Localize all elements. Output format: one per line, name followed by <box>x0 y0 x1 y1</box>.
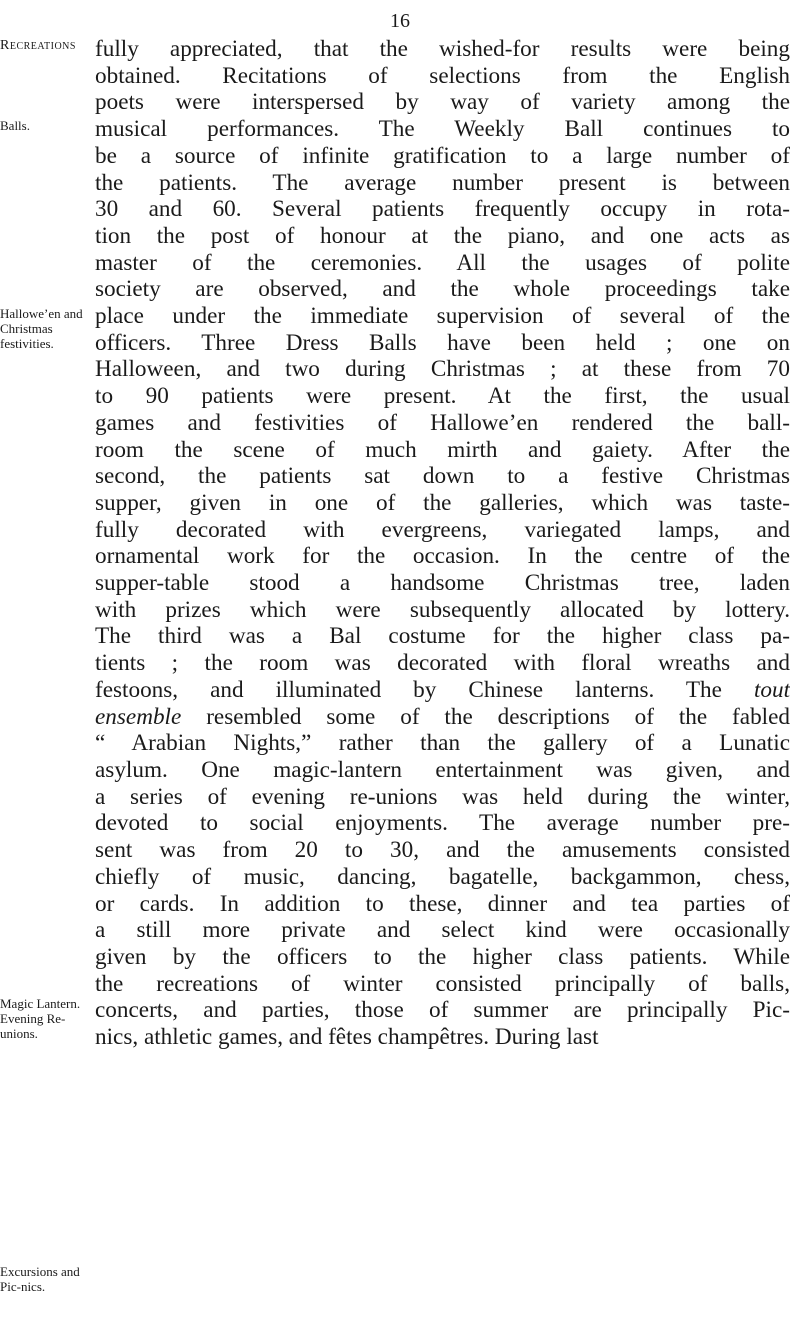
text-line: obtained. Recitations of selections from the English <box>95 62 790 89</box>
sidenote-balls: Balls. <box>0 118 30 133</box>
text-line: The third was a Bal costume for the higher class pa- <box>95 623 790 650</box>
text-line: room the scene of much mirth and gaiety. After the <box>95 436 790 463</box>
text-line: second, the patients sat down to a festive Christmas <box>95 463 790 490</box>
text-line: tients ; the room was decorated with floral wreaths and <box>95 650 790 677</box>
text-line: supper-table stood a handsome Christmas tree, laden <box>95 570 790 597</box>
text-line: chiefly of music, dancing, bagatelle, backgammon, chess, <box>95 863 790 890</box>
text-line: with prizes which were subsequently allocated by lottery. <box>95 596 790 623</box>
text-line: society are observed, and the whole proceedings take <box>95 276 790 303</box>
text-line: a series of evening re-unions was held during the winter, <box>95 783 790 810</box>
text-line: fully appreciated, that the wished-for results were being <box>95 36 790 62</box>
text-line: the recreations of winter consisted principally of balls, <box>95 970 790 997</box>
text-line: “ Arabian Nights,” rather than the gallery of a Lunatic <box>95 730 790 757</box>
text-line: supper, given in one of the galleries, which was taste- <box>95 489 790 516</box>
sidenote-recreations: Recreations <box>0 38 76 53</box>
text-line: sent was from 20 to 30, and the amusements consisted <box>95 837 790 864</box>
text-line: concerts, and parties, those of summer are principally Pic- <box>95 997 790 1024</box>
text-segment: festoons, and illuminated by Chinese lanterns. The <box>95 676 722 703</box>
text-line: nics, athletic games, and fêtes champêtres. During last <box>95 1024 599 1051</box>
text-line: musical performances. The Weekly Ball continues to <box>95 116 790 143</box>
sidenote-halloween-christmas: Hallowe’en and Christmas festivities. <box>0 306 83 351</box>
text-line: be a source of infinite gratification to a large number of <box>95 142 790 169</box>
text-line: games and festivities of Hallowe’en rendered the ball- <box>95 409 790 436</box>
text-line: the patients. The average number present is between <box>95 169 790 196</box>
sidenote-magic-lantern: Magic Lantern. Evening Re-unions. <box>0 996 81 1041</box>
body-text <box>95 36 790 1051</box>
sidenote-excursions: Excursions and Pic-nics. <box>0 1264 80 1294</box>
text-segment: resembled some of the descriptions of the fabled <box>206 703 790 730</box>
text-line: 30 and 60. Several patients frequently occupy in rota- <box>95 196 790 223</box>
text-line: master of the ceremonies. All the usages of polite <box>95 249 790 276</box>
text-line <box>95 677 790 704</box>
text-line: poets were interspersed by way of variety among the <box>95 89 790 116</box>
text-line: officers. Three Dress Balls have been held ; one on <box>95 329 790 356</box>
text-line <box>95 704 790 731</box>
text-line: given by the officers to the higher class patients. While <box>95 943 790 970</box>
text-line: fully decorated with evergreens, variegated lamps, and <box>95 516 790 543</box>
text-line: ornamental work for the occasion. In the centre of the <box>95 543 790 570</box>
italic-phrase: tout <box>753 676 790 703</box>
italic-phrase: ensemble <box>95 703 182 730</box>
text-line: Halloween, and two during Christmas ; at these from 70 <box>95 356 790 383</box>
page-number: 16 <box>390 10 410 32</box>
text-line: to 90 patients were present. At the first, the usual <box>95 383 790 410</box>
text-line: asylum. One magic-lantern entertainment was given, and <box>95 756 790 783</box>
text-line: tion the post of honour at the piano, and one acts as <box>95 222 790 249</box>
text-line: place under the immediate supervision of several of the <box>95 303 790 330</box>
text-line: a still more private and select kind were occasionally <box>95 917 790 944</box>
text-line: devoted to social enjoyments. The average number pre- <box>95 810 790 837</box>
text-line: or cards. In addition to these, dinner and tea parties of <box>95 890 790 917</box>
